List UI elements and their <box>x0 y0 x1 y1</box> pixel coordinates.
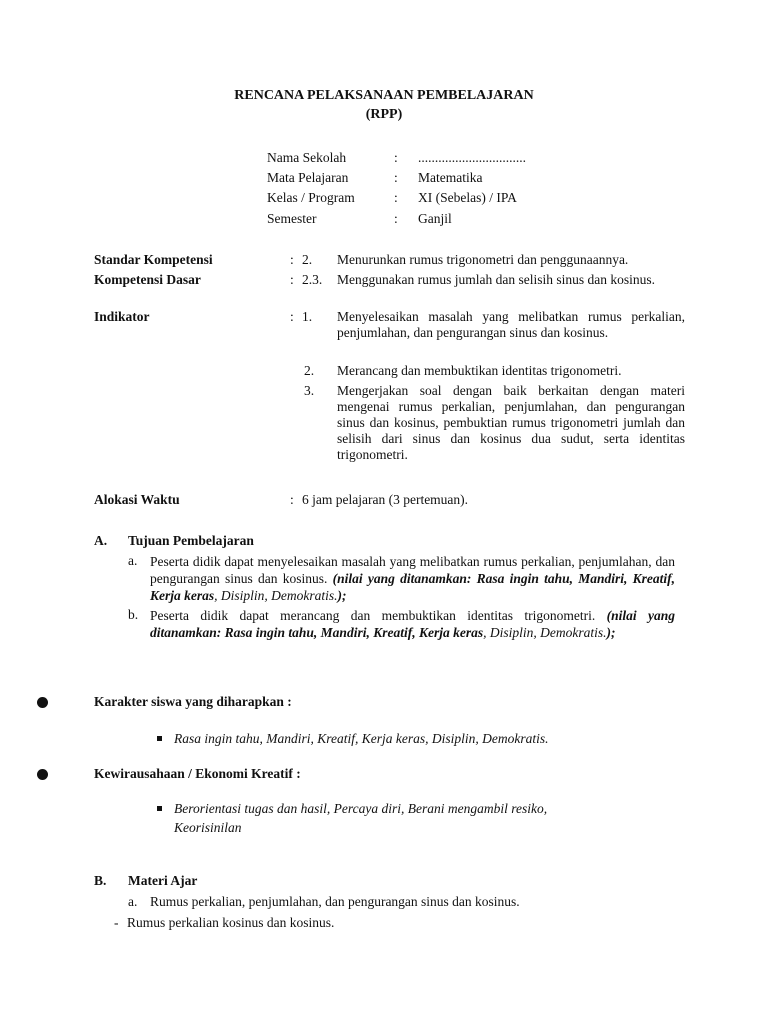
sk-number: 2. <box>302 252 313 267</box>
info-value-semester: Ganjil <box>418 211 452 226</box>
kewirausahaan-line-1: Berorientasi tugas dan hasil, Percaya diri, Berani mengambil resiko, <box>174 801 548 816</box>
indikator-number-1: 1. <box>302 309 313 324</box>
materi-a-text: Rumus perkalian, penjumlahan, dan pengurangan sinus dan kosinus. <box>150 894 520 909</box>
info-colon: : <box>394 170 398 185</box>
indikator-number-3: 3. <box>304 383 315 398</box>
indikator-text-1: Menyelesaikan masalah yang melibatkan rumus perkalian, penjumlahan, dan pengurangan sinus dan kosinus. <box>337 309 685 340</box>
objective-a-mark: a. <box>128 553 138 568</box>
materi-dash: - <box>114 915 119 930</box>
kd-colon: : <box>290 272 294 287</box>
materi-dash-text: Rumus perkalian kosinus dan kosinus. <box>127 915 335 930</box>
objective-b-open: (nilai yang ditanamkan: <box>150 608 676 640</box>
alokasi-text: 6 jam pelajaran (3 pertemuan). <box>302 492 469 507</box>
objective-a-text: Peserta didik dapat menyelesaikan masalah yang melibatkan rumus perkalian, penjumlahan, dan pengurangan sinus dan kosinus. <box>150 554 675 586</box>
objective-b-plain-values: Disiplin, Demokratis. <box>489 625 607 640</box>
objective-b-bold-values: Rasa ingin tahu, Mandiri, Kreatif, Kerja keras <box>224 625 484 640</box>
objective-a-plain-values: Disiplin, Demokratis. <box>220 588 338 603</box>
info-value-subject: Matematika <box>418 170 483 185</box>
info-value-school: ................................ <box>418 150 526 165</box>
section-a-title: Tujuan Pembelajaran <box>128 533 254 548</box>
kewirausahaan-line-2: Keorisinilan <box>174 820 242 835</box>
section-a-letter: A. <box>94 533 108 548</box>
objective-a-bold-values: Rasa ingin tahu, Mandiri, Kreatif, Kerja keras <box>150 571 676 603</box>
kewirausahaan-title: Kewirausahaan / Ekonomi Kreatif : <box>94 766 301 781</box>
objective-a-close: ); <box>337 588 347 603</box>
objective-b-sep: , <box>483 625 487 640</box>
alokasi-colon: : <box>290 492 294 507</box>
info-colon: : <box>394 190 398 205</box>
objective-a-open: (nilai yang ditanamkan: <box>332 571 472 586</box>
indikator-text-2: Merancang dan membuktikan identitas trigonometri. <box>337 363 622 378</box>
objective-b-close: ); <box>606 625 616 640</box>
objective-b-text: Peserta didik dapat merancang dan membuktikan identitas trigonometri. <box>150 608 596 623</box>
objective-a <box>150 553 675 604</box>
info-label-subject: Mata Pelajaran <box>267 170 349 185</box>
info-colon: : <box>394 211 398 226</box>
document-title: RENCANA PELAKSANAAN PEMBELAJARAN <box>234 88 534 103</box>
indikator-colon: : <box>290 309 294 324</box>
section-b-title: Materi Ajar <box>128 873 198 888</box>
objective-a-sep: , <box>214 588 218 603</box>
objective-b <box>150 607 675 641</box>
bullet-dot-icon <box>37 769 48 780</box>
bullet-dot-icon <box>37 697 48 708</box>
karakter-title: Karakter siswa yang diharapkan : <box>94 694 292 709</box>
indikator-label: Indikator <box>94 309 150 324</box>
info-label-class: Kelas / Program <box>267 190 355 205</box>
materi-a-mark: a. <box>128 894 138 909</box>
alokasi-label: Alokasi Waktu <box>94 492 180 507</box>
sk-text: Menurunkan rumus trigonometri dan penggunaannya. <box>337 252 629 267</box>
indikator-text-3: Mengerjakan soal dengan baik berkaitan dengan materi mengenai rumus perkalian, penjumlahan, dan pengurangan sinus dan kosinus, pembuktian rumus trigonometri jumlah dan selisih dari sinus dan kosinus dua sudut, serta identitas trigonometri. <box>337 383 685 462</box>
square-bullet-icon <box>157 736 162 741</box>
sk-label: Standar Kompetensi <box>94 252 213 267</box>
kd-text: Menggunakan rumus jumlah dan selisih sinus dan kosinus. <box>337 272 655 287</box>
kd-label: Kompetensi Dasar <box>94 272 201 287</box>
info-label-semester: Semester <box>267 211 317 226</box>
square-bullet-icon <box>157 806 162 811</box>
kd-number: 2.3. <box>302 272 323 287</box>
sk-colon: : <box>290 252 294 267</box>
info-colon: : <box>394 150 398 165</box>
info-value-class: XI (Sebelas) / IPA <box>418 190 517 205</box>
section-b-letter: B. <box>94 873 107 888</box>
info-label-school: Nama Sekolah <box>267 150 347 165</box>
indikator-number-2: 2. <box>304 363 315 378</box>
karakter-item: Rasa ingin tahu, Mandiri, Kreatif, Kerja keras, Disiplin, Demokratis. <box>174 731 549 746</box>
document-subtitle: (RPP) <box>365 107 403 122</box>
objective-b-mark: b. <box>128 607 139 622</box>
